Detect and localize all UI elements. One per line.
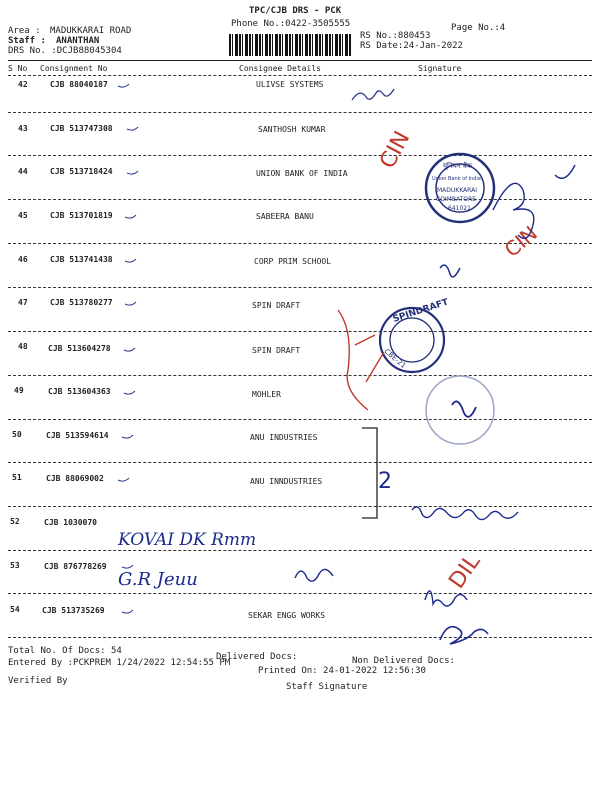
check-mark	[118, 478, 129, 481]
bracket-mark	[362, 428, 377, 518]
row-sno: 48	[18, 342, 28, 351]
col-header-consignee: Consignee Details	[239, 64, 321, 73]
page-number: Page No.:4	[451, 23, 506, 33]
row-consignee: SPIN DRAFT	[252, 301, 301, 310]
row-sno: 51	[12, 473, 22, 482]
row-sno: 42	[18, 80, 28, 89]
total-docs: Total No. Of Docs: 54	[8, 646, 122, 656]
check-mark	[127, 171, 138, 174]
row-consignment: CJB 513604363	[48, 387, 111, 396]
cin-mark: CIN	[499, 221, 542, 262]
row-consignee: SABEERA BANU	[256, 212, 314, 221]
svg-text:641021: 641021	[448, 205, 471, 212]
row-consignee: ULIVSE SYSTEMS	[256, 80, 324, 89]
signature	[452, 401, 476, 416]
check-mark	[122, 435, 133, 438]
row-consignment: CJB 1030070	[44, 518, 97, 527]
row-consignee: MOHLER	[252, 390, 281, 399]
rs-date: RS Date:24-Jan-2022	[360, 41, 463, 51]
staff-signature-label: Staff Signature	[286, 682, 368, 692]
bracket-mark	[338, 310, 368, 410]
row-consignment: CJB 88040187	[50, 80, 108, 89]
row-sno: 46	[18, 255, 28, 264]
area-value: MADUKKARAI ROAD	[50, 26, 132, 36]
svg-text:Union Bank of India: Union Bank of India	[432, 176, 481, 182]
staff-value: ANANTHAN	[56, 36, 100, 46]
row-sno: 54	[10, 605, 20, 614]
dl-mark: DIL	[444, 549, 486, 594]
area-label: Area :	[8, 26, 41, 36]
drs-number: DRS No. :DCJB88045304	[8, 46, 122, 56]
svg-text:MADUKKARAI: MADUKKARAI	[437, 187, 477, 194]
row-consignee: UNION BANK OF INDIA	[256, 169, 348, 178]
check-mark	[122, 610, 133, 613]
spindraft-stamp	[380, 297, 451, 372]
check-mark	[118, 84, 129, 87]
row-consignment: CJB 513741438	[50, 255, 113, 264]
phone-number: Phone No.:0422-3505555	[231, 19, 351, 29]
document-title: TPC/CJB DRS - PCK	[249, 6, 342, 16]
bank-stamp	[426, 154, 494, 222]
row-sno: 52	[10, 517, 20, 526]
signature	[425, 591, 467, 606]
row-consignment: CJB 88069002	[46, 474, 104, 483]
row-consignment: CJB 513594614	[46, 431, 109, 440]
row-consignee: SEKAR ENGG WORKS	[248, 611, 326, 620]
row-consignment: CJB 513780277	[50, 298, 113, 307]
check-mark	[124, 348, 135, 351]
row-consignment: CJB 513701819	[50, 211, 113, 220]
row-sno: 53	[10, 561, 20, 570]
check-mark	[124, 391, 135, 394]
check-mark	[125, 259, 136, 262]
rs-number: RS No.:880453	[360, 31, 431, 41]
svg-text:यूनियन बैंक: यूनियन बैंक	[443, 162, 473, 170]
row-consignee: ANU INNDUSTRIES	[250, 477, 323, 486]
delivered-docs: Delivered Docs:	[216, 652, 298, 662]
signature	[493, 165, 575, 238]
signature	[440, 265, 460, 277]
signature	[352, 89, 394, 100]
row-consignment: CJB 513747308	[50, 124, 113, 133]
check-mark	[127, 127, 138, 130]
verified-by: Verified By	[8, 676, 68, 686]
row-consignment: CJB 513718424	[50, 167, 113, 176]
row-consignment: CJB 876778269	[44, 562, 107, 571]
row-consignment: CJB 513604278	[48, 344, 111, 353]
cin-mark: CIN	[375, 127, 416, 173]
row-sno: 47	[18, 298, 28, 307]
handwritten-gr: G.R Jeuu	[118, 569, 198, 590]
row-sno: 44	[18, 167, 28, 176]
col-header-signature: Signature	[418, 64, 462, 73]
staff-label: Staff :	[8, 36, 46, 46]
non-delivered-docs: Non Delivered Docs:	[352, 656, 455, 666]
row-sno: 49	[14, 386, 24, 395]
signature	[295, 569, 333, 581]
svg-text:SPINDRAFT: SPINDRAFT	[391, 297, 450, 325]
check-mark	[125, 215, 136, 218]
handwritten-two: 2	[378, 469, 392, 494]
col-header-consignment: Consignment No	[40, 64, 108, 73]
svg-text:COIMBATORE: COIMBATORE	[436, 196, 476, 203]
row-consignee: SANTHOSH KUMAR	[258, 125, 326, 134]
row-sno: 43	[18, 124, 28, 133]
handwritten-kovai: KOVAI DK Rmm	[118, 530, 257, 550]
row-consignee: CORP PRIM SCHOOL	[254, 257, 332, 266]
row-consignee: ANU INDUSTRIES	[250, 433, 318, 442]
printed-on: Printed On: 24-01-2022 12:56:30	[258, 666, 426, 676]
row-consignee: SPIN DRAFT	[252, 346, 301, 355]
faint-stamp	[426, 376, 494, 444]
signature	[440, 627, 488, 644]
entered-by: Entered By :PCKPREM 1/24/2022 12:54:55 PM	[8, 658, 231, 668]
row-consignment: CJB 513735269	[42, 606, 105, 615]
row-sno: 50	[12, 430, 22, 439]
col-header-sno: S No	[8, 64, 28, 73]
row-sno: 45	[18, 211, 28, 220]
signature	[412, 507, 518, 520]
svg-text:CBE-21: CBE-21	[382, 347, 408, 370]
check-mark	[122, 565, 133, 568]
check-mark	[125, 302, 136, 305]
